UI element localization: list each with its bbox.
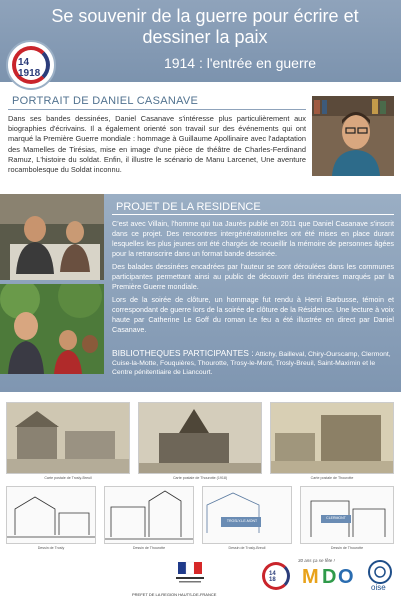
svg-text:O: O [338, 566, 354, 588]
mdo-logo [298, 558, 356, 594]
libraries-list [112, 349, 394, 377]
oise-logo [366, 560, 394, 592]
residence-paragraph: C'est avec Villain, l'homme qui tua Jaurès publié en 2011 que Daniel Casanave s'inscrit dans ce projet. Des rencontres intergénérationnelles ont été mises en place durant lesquelles les plus jeunes ont été chargés de recueillir la mémoire de personnes âgées pour la retranscrire dans un format bande dessinée. [112, 219, 394, 258]
gallery-caption: Carte postale de Trosly-Breuil [44, 476, 92, 480]
page-title: Se souvenir de la guerre pour écrire et dessiner la paix [51, 6, 359, 47]
drawing-image [300, 486, 394, 544]
libraries-heading: BIBLIOTHEQUES PARTICIPANTES : [112, 348, 254, 358]
drawing-image [202, 486, 292, 544]
section-portrait-body: Dans ses bandes dessinées, Daniel Casanave s'intéresse plus particulièrement aux biographies d'écrivains. Il a également orienté son travail sur des événements qui ont marqué la Première Guerre mondiale : hommage à Guillaume Apollinaire avec l'adaptation des Mamelles de Tirésias, mise en image d'une pièce de théâtre de Charles-Ferdinand Ramuz, L'histoire du soldat. Enfin, il illustre le scénario de Manu Larcenet, Une aventure rocambolesque du Soldat inconnu. [8, 114, 306, 175]
drawing-image [6, 486, 96, 544]
svg-text:oise: oise [371, 583, 386, 592]
section-residence-title: PROJET DE LA RESIDENCE [116, 201, 261, 213]
libraries-names: Attichy, Bailleval, Chiry-Ourscamp, Clermont, Cuise-la-Motte, Fouquières, Thourotte, Trosy-le-Mont, Trosly-Breuil, Saint-Maximin et le Centre pénitentiaire de Liancourt. [112, 351, 391, 376]
mdo-tagline: 30 ans ça se fête ! [298, 558, 335, 563]
sign-label: TROSLY-LE-MONT [226, 519, 258, 523]
centenaire-logo: 14 18 [262, 562, 290, 590]
gallery-caption: Dessin de Trosly-Breuil [228, 546, 266, 550]
gallery-caption: Dessin de Trosly [37, 546, 65, 550]
republique-francaise-logo [170, 560, 210, 588]
gallery-caption: Carte postale de Thourotte [310, 476, 354, 480]
page-subtitle: 1914 : l'entrée en guerre [163, 55, 317, 71]
postcard-image [6, 402, 130, 474]
residence-paragraph: Lors de la soirée de clôture, un hommage fut rendu à Henri Barbusse, témoin et correspondant de guerre lors de la soirée de clôture de la Résidence. Une lecture à voix haute par Catherine Le Goff du roman Le feu a été illustrée en direct par Daniel Casanave. [112, 295, 394, 334]
residence-paragraph: Des balades dessinées encadrées par l'auteur se sont déroulées dans les communes participantes permettant ainsi au public de découvrir des itinéraires marqués par la Première Guerre mondiale. [112, 262, 394, 291]
footer-credit: PREFET DE LA REGION HAUTS-DE-FRANCE [132, 592, 217, 597]
postcard-image [270, 402, 394, 474]
svg-text:M: M [302, 566, 319, 588]
divider [112, 214, 394, 215]
divider [8, 109, 306, 110]
drawing-image [104, 486, 194, 544]
workshop-photo [0, 194, 104, 280]
section-portrait-title: PORTRAIT DE DANIEL CASANAVE [12, 95, 199, 107]
postcard-image [138, 402, 262, 474]
svg-text:D: D [322, 566, 337, 588]
sign-label: CLERMONT [326, 516, 346, 520]
gallery-caption: Carte postale de Thourotte (1918) [172, 476, 228, 480]
gallery-caption: Dessin de Thourotte [330, 546, 364, 550]
outdoor-photo [0, 284, 104, 374]
gallery-caption: Dessin de Thourotte [132, 546, 166, 550]
centenaire-logo [6, 40, 56, 90]
section-residence-body [112, 219, 394, 338]
logo-text: 14 1918 [18, 57, 41, 79]
author-portrait-photo [312, 96, 394, 176]
